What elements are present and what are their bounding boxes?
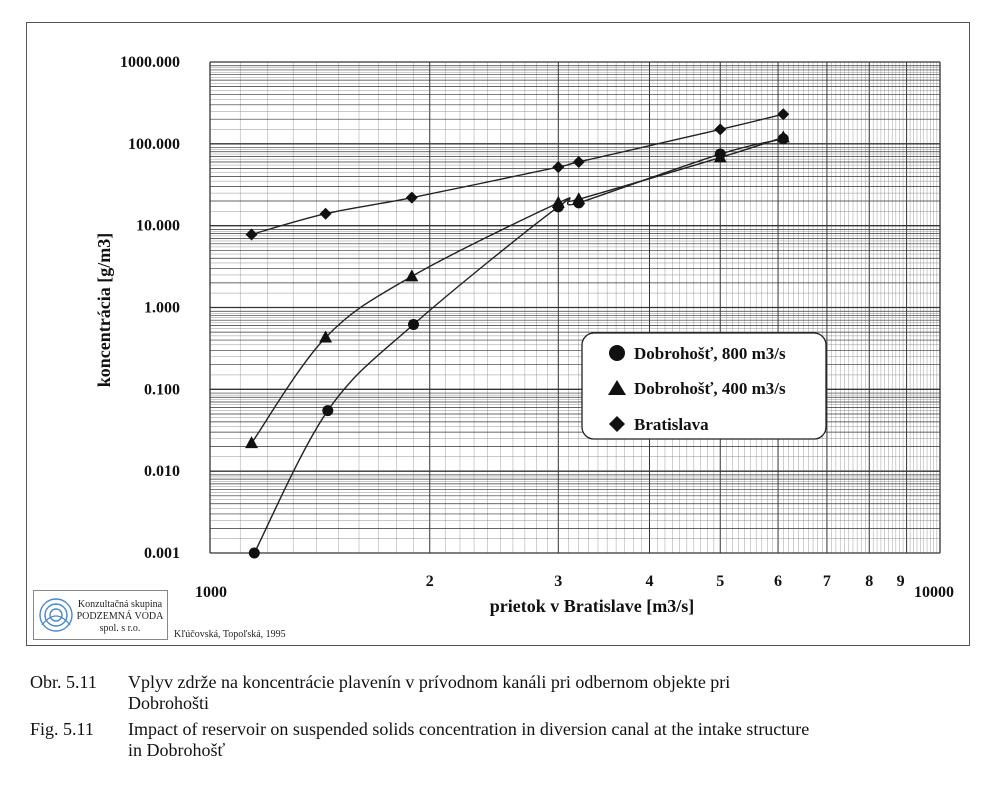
point-triangle (245, 436, 258, 448)
source-credit: Kľúčovská, Topoľská, 1995 (174, 629, 286, 640)
y-axis-title: koncentrácia [g/m3] (94, 232, 114, 388)
point-diamond (406, 192, 418, 204)
x-tick-label: 4 (645, 573, 654, 590)
point-diamond (552, 161, 564, 173)
point-diamond (573, 156, 585, 168)
legend-label-dobrohost-800: Dobrohošť, 800 m3/s (634, 344, 786, 363)
caption-slovak-text-cont: Dobrohošti (128, 693, 209, 713)
caption-slovak-label: Obr. 5.11 (30, 672, 97, 692)
x-tick-label: 3 (554, 573, 563, 590)
caption-english (30, 719, 980, 761)
legend (582, 333, 826, 439)
x-tick-label: 7 (822, 573, 831, 590)
point-diamond (320, 208, 332, 220)
logo-line-2: PODZEMNÁ VODA (76, 611, 164, 622)
point-triangle (552, 196, 565, 208)
y-tick-label: 1000.000 (120, 54, 180, 71)
caption-slovak (30, 672, 730, 714)
y-tick-label: 0.010 (144, 463, 180, 481)
point-circle (322, 405, 333, 416)
tick-labels (120, 54, 954, 601)
company-logo-mark-icon (38, 597, 74, 633)
company-logo (33, 590, 168, 640)
point-diamond (246, 228, 258, 240)
point-diamond (714, 123, 726, 135)
company-logo-text (74, 599, 166, 635)
caption-slovak-text: Vplyv zdrže na koncentrácie plavenín v prívodnom kanáli pri odbernom objekte pri (128, 672, 731, 692)
x-tick-label: 9 (896, 573, 905, 590)
grid (210, 62, 940, 553)
x-axis-title: prietok v Bratislave [m3/s] (489, 596, 695, 616)
series-line-bratislava (252, 114, 784, 234)
logo-line-3: spol. s r.o. (99, 623, 141, 634)
x-tick-label: 2 (425, 573, 434, 590)
logo-line-1: Konzultačná skupina (77, 599, 163, 610)
x-tick-label: 1000 (195, 584, 227, 601)
point-circle (249, 548, 260, 559)
x-tick-label: 6 (774, 573, 783, 590)
y-tick-label: 100.000 (128, 135, 180, 153)
caption-english-text: Impact of reservoir on suspended solids concentration in diversion canal at the intake structure (128, 719, 810, 739)
legend-label-bratislava: Bratislava (634, 415, 709, 434)
y-tick-label: 0.001 (144, 545, 180, 562)
point-triangle (405, 269, 418, 281)
x-tick-label: 10000 (914, 584, 954, 601)
caption-english-text-cont: in Dobrohošť (128, 740, 226, 760)
legend-circle-icon (609, 345, 625, 361)
y-tick-label: 10.000 (136, 217, 180, 235)
legend-label-dobrohost-400: Dobrohošť, 400 m3/s (634, 379, 786, 398)
y-tick-label: 1.000 (144, 299, 180, 317)
x-tick-label: 5 (716, 573, 725, 590)
point-diamond (777, 108, 789, 120)
caption-english-label: Fig. 5.11 (30, 719, 94, 739)
point-circle (408, 319, 419, 330)
y-tick-label: 0.100 (144, 381, 180, 399)
x-tick-label: 8 (865, 573, 874, 590)
